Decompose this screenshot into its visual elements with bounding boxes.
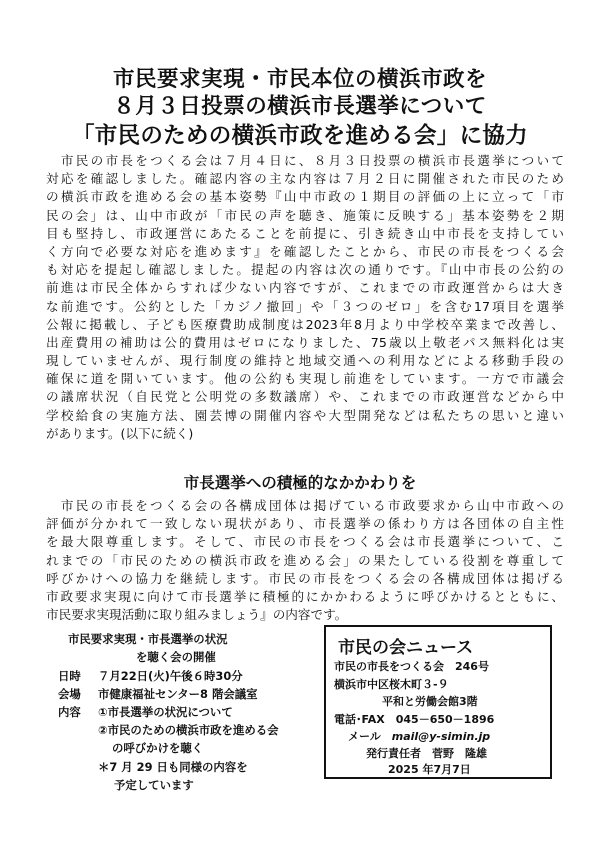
event-content	[58, 704, 233, 720]
headline-line-2: ８月３日投票の横浜市長選挙について	[113, 94, 487, 119]
event-title: 市民要求実現・市長選挙の状況	[68, 632, 228, 646]
publisher-label: 発行責任者	[366, 747, 421, 760]
article-line: の議席状況（自民党と公明党の多数議席）や、これまでの市政運営などから中	[46, 389, 564, 405]
article-line: 評価が分かれて一致しない現状があり、市長選挙の係わり方は各団体の自主性	[46, 516, 564, 532]
headline-line-1: 市民要求実現・市民本位の横浜市政を	[112, 67, 487, 92]
article-line: 学校給食の実施方法、園芸博の開催内容や大型開発などは私たちの思いと違い	[46, 407, 564, 423]
mail-line	[348, 728, 490, 744]
article-line: を最大限尊重します。そして、市民の市長をつくる会は市長選挙について、こ	[46, 534, 564, 550]
article-line: 前進は市民全体からすれば少ない内容ですが、これまでの市政運営からは大き	[46, 280, 564, 296]
article-line: 出産費用の補助は公的費用はゼロになりました、75歳以上敬老パス無料化は実	[46, 334, 564, 350]
newsletter-title: 市民の会ニュース	[338, 638, 474, 658]
content-label: 内容	[58, 705, 81, 719]
second-article	[46, 497, 564, 624]
event-note: ＊7 月 29 日も同様の内容を	[98, 760, 248, 774]
article-line: 市民の市長をつくる会は７月４日に、８月３日投票の横浜市長選挙について	[46, 153, 564, 168]
event-note-cont: 予定しています	[114, 778, 194, 792]
article-line: の横浜市政を進める会の基本姿勢『山中市政の１期目の評価の上に立って「市	[46, 189, 564, 205]
event-date	[58, 668, 243, 684]
article-line: 呼びかけへの協力を継続します。市民の市長をつくる会の各構成団体は掲げる	[46, 570, 564, 586]
newsletter-info-box	[324, 625, 552, 779]
content-item-1: ①市長選挙の状況について	[98, 705, 233, 719]
headline-line-3: 「市民のための横浜市政を進める会」に協力	[71, 123, 528, 149]
publisher-line	[366, 745, 487, 761]
article-line: があります。(以下に続く)	[46, 425, 194, 441]
content-item-2: ②市民のための横浜市政を進める会	[98, 723, 279, 737]
issue-date: 2025 年7月7日	[388, 763, 471, 776]
article-line: 現していませんが、現行制度の維持と地域交通への利用などによる移動手段の	[46, 353, 564, 369]
event-title-cont: を聴く会の開催	[136, 650, 216, 664]
section-subheading: 市長選挙への積極的なかかわりを	[183, 474, 417, 492]
article-line: も対応を提起し確認しました。提起の内容は次の通りです。『山中市長の公約の	[46, 262, 564, 278]
article-line: 公報に掲載し、子ども医療費助成制度は2023年8月より中学校卒業まで改善し、	[46, 316, 564, 332]
date-value: ７月22日(火)午後６時30分	[98, 669, 243, 683]
article-line: 目も堅持し、市政運営にあたることを前提に、引き続き山中市長を支持してい	[46, 225, 564, 241]
article-line: 市民の市長をつくる会の各構成団体は掲げている市政要求から山中市政への	[46, 498, 564, 513]
mail-label: メール	[348, 730, 381, 743]
article-line: れまでの「市民のための横浜市政を進める会」の果たしている役割を尊重して	[46, 552, 564, 568]
article-line: な前進です。公約とした「カジノ撤回」や「３つのゼロ」を含む17項目を選挙	[46, 298, 564, 314]
main-article	[46, 152, 564, 443]
article-line: 民の会」は、山中市政が「市民の声を聴き、施策に反映する」基本姿勢を２期	[46, 207, 564, 223]
newsletter-org-issue: 市民の市長をつくる会 246号	[334, 660, 489, 673]
article-line: 市民要求実現活動に取り組みましょう』の内容です。	[46, 607, 348, 623]
date-label: 日時	[58, 669, 81, 683]
event-venue	[58, 686, 258, 702]
publisher-name: 菅野 隆雄	[432, 747, 487, 760]
venue-label: 会場	[58, 687, 81, 701]
tel-fax: 電話･FAX 045－650－1896	[334, 713, 495, 726]
article-line: 市政要求実現に向けて市長選挙に積極的にかかわるように呼びかけるとともに、	[46, 588, 564, 604]
article-line: く方向で必要な対応を進めます』を確認したことから、市民の市長をつくる会	[46, 243, 564, 259]
venue-value: 市健康福祉センター8 階会議室	[98, 687, 258, 701]
address-line-1: 横浜市中区桜木町３-９	[334, 678, 449, 691]
article-line: 確保に道を開いています。他の公約も実現し前進をしています。一方で市議会	[46, 371, 564, 387]
address-line-2: 平和と労働会館3階	[382, 695, 478, 708]
article-line: 対応を確認しました。確認内容の主な内容は７月２日に開催された市民のため	[46, 171, 564, 187]
mail-address: mail@y-simin.jp	[391, 730, 491, 743]
content-item-2-cont: の呼びかけを聴く	[112, 741, 204, 755]
